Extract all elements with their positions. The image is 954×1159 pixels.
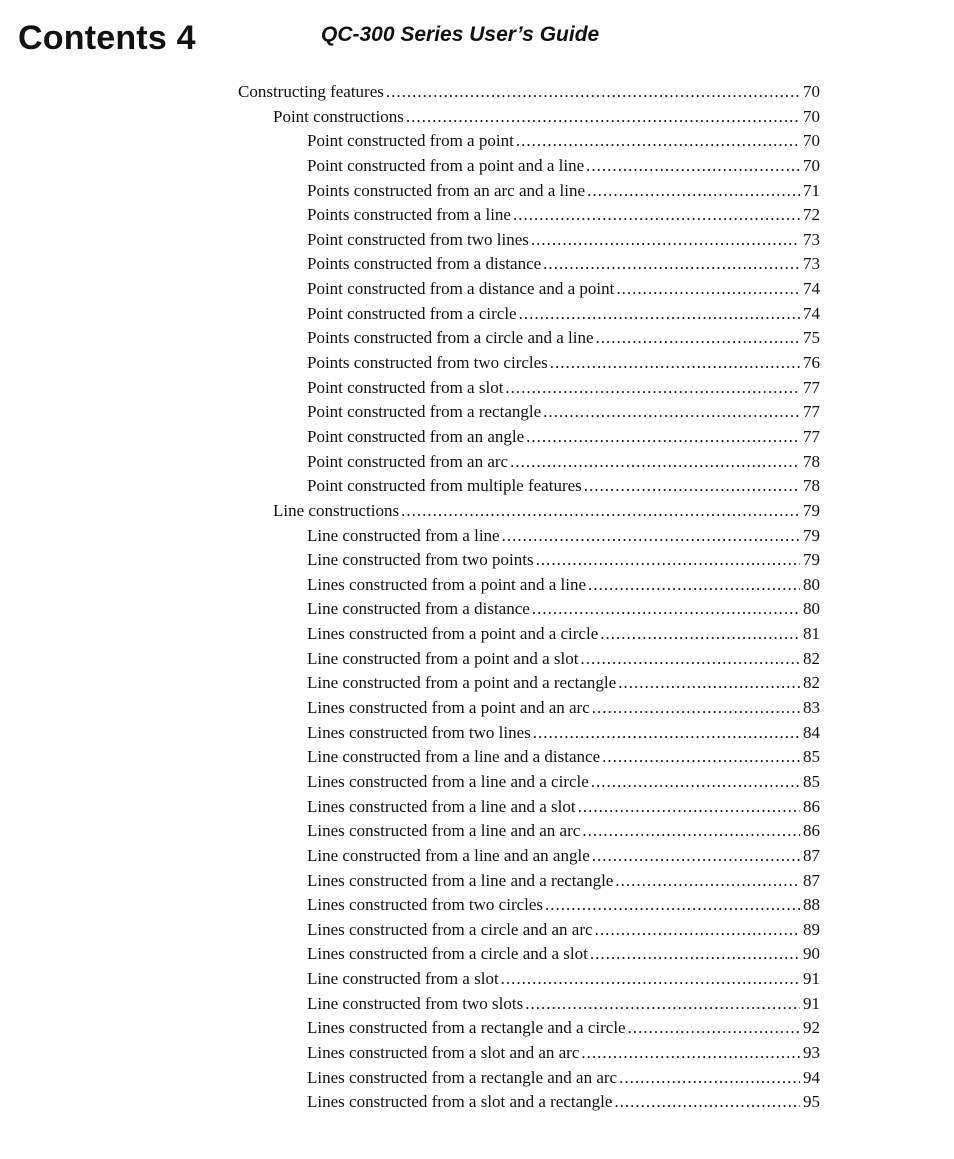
toc-dot-leader xyxy=(584,474,800,499)
toc-entry[interactable] xyxy=(238,425,820,450)
toc-entry-title: Point constructed from a slot xyxy=(307,377,504,397)
toc-dot-leader xyxy=(578,795,800,820)
toc-entry[interactable] xyxy=(238,770,820,795)
toc-dot-leader xyxy=(513,203,800,228)
toc-entry-page-number: 79 xyxy=(803,550,820,570)
toc-entry-page-number: 86 xyxy=(803,821,820,841)
toc-entry-page-number: 73 xyxy=(803,254,820,274)
toc-entry-title: Point constructed from multiple features xyxy=(307,476,582,496)
toc-entry[interactable] xyxy=(238,573,820,598)
toc-entry[interactable] xyxy=(238,745,820,770)
toc-entry[interactable] xyxy=(238,154,820,179)
toc-entry-title: Point constructions xyxy=(273,106,404,126)
page-section-heading: Contents 4 xyxy=(18,19,196,57)
toc-dot-leader xyxy=(580,647,800,672)
toc-entry-title: Points constructed from a distance xyxy=(307,254,542,274)
toc-entry-title: Lines constructed from a slot and a rectangle xyxy=(307,1092,613,1112)
toc-entry[interactable] xyxy=(238,179,820,204)
toc-entry[interactable] xyxy=(238,721,820,746)
toc-entry[interactable] xyxy=(238,1016,820,1041)
toc-entry-page-number: 93 xyxy=(803,1042,820,1062)
toc-dot-leader xyxy=(531,228,800,253)
toc-entry[interactable] xyxy=(238,129,820,154)
toc-entry-page-number: 95 xyxy=(803,1092,820,1112)
toc-entry[interactable] xyxy=(238,992,820,1017)
toc-entry-page-number: 82 xyxy=(803,673,820,693)
toc-entry-page-number: 91 xyxy=(803,969,820,989)
toc-entry-title: Line constructed from a line xyxy=(307,525,500,545)
toc-entry-title: Point constructed from a circle xyxy=(307,303,517,323)
toc-dot-leader xyxy=(519,302,800,327)
toc-entry-page-number: 94 xyxy=(803,1067,820,1087)
toc-dot-leader xyxy=(502,524,800,549)
toc-dot-leader xyxy=(592,844,800,869)
toc-dot-leader xyxy=(533,721,800,746)
toc-dot-leader xyxy=(545,893,800,918)
toc-entry-title: Point constructed from an angle xyxy=(307,426,525,446)
toc-entry-page-number: 77 xyxy=(803,426,820,446)
toc-entry[interactable] xyxy=(238,105,820,130)
toc-entry-page-number: 79 xyxy=(803,500,820,520)
toc-entry[interactable] xyxy=(238,1041,820,1066)
toc-entry[interactable] xyxy=(238,795,820,820)
toc-entry[interactable] xyxy=(238,647,820,672)
toc-entry-page-number: 91 xyxy=(803,993,820,1013)
toc-dot-leader xyxy=(401,499,800,524)
toc-entry-page-number: 80 xyxy=(803,574,820,594)
toc-entry-page-number: 87 xyxy=(803,870,820,890)
toc-dot-leader xyxy=(588,573,800,598)
toc-entry[interactable] xyxy=(238,622,820,647)
toc-entry-title: Line constructed from a line and a distance xyxy=(307,747,601,767)
toc-entry-page-number: 85 xyxy=(803,771,820,791)
toc-dot-leader xyxy=(628,1016,800,1041)
toc-entry[interactable] xyxy=(238,1090,820,1115)
toc-entry[interactable] xyxy=(238,499,820,524)
toc-entry-title: Line constructed from a line and an angle xyxy=(307,845,590,865)
toc-dot-leader xyxy=(543,400,800,425)
toc-entry-title: Lines constructed from a rectangle and a circle xyxy=(307,1018,626,1038)
guide-title: QC-300 Series User’s Guide xyxy=(321,23,600,46)
toc-entry-page-number: 74 xyxy=(803,303,820,323)
toc-entry[interactable] xyxy=(238,819,820,844)
toc-entry-page-number: 78 xyxy=(803,476,820,496)
toc-dot-leader xyxy=(406,105,800,130)
toc-entry[interactable] xyxy=(238,252,820,277)
toc-entry-title: Line constructed from a slot xyxy=(307,969,499,989)
toc-dot-leader xyxy=(586,154,800,179)
toc-dot-leader xyxy=(600,622,800,647)
toc-entry-title: Lines constructed from a point and a line xyxy=(307,574,586,594)
toc-dot-leader xyxy=(615,869,800,894)
toc-entry[interactable] xyxy=(238,696,820,721)
toc-entry-page-number: 73 xyxy=(803,229,820,249)
toc-dot-leader xyxy=(616,277,800,302)
toc-entry[interactable] xyxy=(238,597,820,622)
toc-entry-page-number: 81 xyxy=(803,624,820,644)
toc-entry-page-number: 85 xyxy=(803,747,820,767)
toc-entry-page-number: 72 xyxy=(803,205,820,225)
toc-entry-title: Point constructed from a rectangle xyxy=(307,402,542,422)
toc-entry[interactable] xyxy=(238,524,820,549)
toc-entry-title: Point constructed from a distance and a point xyxy=(307,279,615,299)
toc-entry-title: Points constructed from a circle and a line xyxy=(307,328,594,348)
toc-entry-page-number: 71 xyxy=(803,180,820,200)
toc-entry-title: Lines constructed from a line and an arc xyxy=(307,821,581,841)
toc-entry-title: Point constructed from two lines xyxy=(307,229,529,249)
toc-entry-page-number: 89 xyxy=(803,919,820,939)
toc-entry-title: Lines constructed from a rectangle and an arc xyxy=(307,1067,618,1087)
toc-entry[interactable] xyxy=(238,203,820,228)
toc-entry-title: Lines constructed from a circle and an arc xyxy=(307,919,593,939)
toc-entry-title: Lines constructed from a line and a circle xyxy=(307,771,589,791)
toc-entry-title: Points constructed from two circles xyxy=(307,353,548,373)
toc-entry-page-number: 86 xyxy=(803,796,820,816)
toc-entry[interactable] xyxy=(238,1066,820,1091)
toc-entry-page-number: 70 xyxy=(803,82,820,101)
toc-dot-leader xyxy=(510,450,800,475)
toc-dot-leader xyxy=(532,597,800,622)
toc-entry[interactable] xyxy=(238,671,820,696)
toc-dot-leader xyxy=(587,179,800,204)
toc-dot-leader xyxy=(526,425,800,450)
toc-dot-leader xyxy=(602,745,800,770)
toc-dot-leader xyxy=(590,942,800,967)
toc-entry[interactable] xyxy=(238,844,820,869)
toc-entry[interactable] xyxy=(238,80,820,105)
toc-entry-title: Lines constructed from a point and an arc xyxy=(307,698,590,718)
toc-dot-leader xyxy=(501,967,800,992)
toc-entry-title: Points constructed from an arc and a line xyxy=(307,180,586,200)
toc-entry[interactable] xyxy=(238,351,820,376)
toc-dot-leader xyxy=(543,252,800,277)
toc-entry[interactable] xyxy=(238,548,820,573)
toc-entry-title: Lines constructed from a slot and an arc xyxy=(307,1042,580,1062)
toc-entry-title: Point constructed from a point and a line xyxy=(307,155,585,175)
toc-dot-leader xyxy=(614,1090,800,1115)
toc-entry-page-number: 80 xyxy=(803,599,820,619)
toc-entry-title: Line constructed from two slots xyxy=(307,993,524,1013)
toc-entry[interactable] xyxy=(238,474,820,499)
toc-dot-leader xyxy=(505,376,800,401)
table-of-contents xyxy=(238,80,820,1115)
toc-entry-title: Points constructed from a line xyxy=(307,205,511,225)
toc-entry-title: Lines constructed from a circle and a slot xyxy=(307,944,588,964)
toc-dot-leader xyxy=(596,326,800,351)
toc-entry-page-number: 75 xyxy=(803,328,820,348)
toc-entry[interactable] xyxy=(238,277,820,302)
toc-entry[interactable] xyxy=(238,893,820,918)
toc-entry-page-number: 79 xyxy=(803,525,820,545)
toc-entry-title: Point constructed from a point xyxy=(307,131,514,151)
toc-dot-leader xyxy=(550,351,800,376)
toc-dot-leader xyxy=(525,992,800,1017)
toc-dot-leader xyxy=(619,1066,800,1091)
toc-entry-title: Line constructed from two points xyxy=(307,550,534,570)
toc-entry[interactable] xyxy=(238,450,820,475)
toc-entry-page-number: 88 xyxy=(803,895,820,915)
toc-entry-page-number: 76 xyxy=(803,353,820,373)
toc-dot-leader xyxy=(582,819,800,844)
toc-entry-page-number: 87 xyxy=(803,845,820,865)
toc-entry-title: Line constructions xyxy=(273,500,400,520)
toc-entry-page-number: 78 xyxy=(803,451,820,471)
toc-entry-page-number: 82 xyxy=(803,648,820,668)
toc-entry-title: Lines constructed from a point and a circle xyxy=(307,624,599,644)
toc-dot-leader xyxy=(595,918,800,943)
toc-entry-title: Lines constructed from two lines xyxy=(307,722,531,742)
toc-dot-leader xyxy=(618,671,800,696)
toc-entry-page-number: 92 xyxy=(803,1018,820,1038)
toc-entry[interactable] xyxy=(238,228,820,253)
toc-entry-page-number: 70 xyxy=(803,155,820,175)
toc-entry-title: Lines constructed from a line and a slot xyxy=(307,796,576,816)
toc-entry[interactable] xyxy=(238,326,820,351)
toc-dot-leader xyxy=(516,129,800,154)
toc-dot-leader xyxy=(536,548,800,573)
toc-dot-leader xyxy=(386,80,800,105)
toc-entry-title: Lines constructed from two circles xyxy=(307,895,544,915)
toc-entry[interactable] xyxy=(238,869,820,894)
toc-entry[interactable] xyxy=(238,942,820,967)
toc-entry-title: Line constructed from a point and a rectangle xyxy=(307,673,617,693)
toc-entry-page-number: 90 xyxy=(803,944,820,964)
toc-entry-title: Constructing features xyxy=(238,82,384,101)
toc-entry-title: Lines constructed from a line and a rectangle xyxy=(307,870,614,890)
toc-entry-page-number: 70 xyxy=(803,131,820,151)
toc-entry-title: Point constructed from an arc xyxy=(307,451,509,471)
toc-entry[interactable] xyxy=(238,400,820,425)
toc-dot-leader xyxy=(591,770,800,795)
toc-entry-page-number: 77 xyxy=(803,402,820,422)
toc-dot-leader xyxy=(592,696,800,721)
toc-entry[interactable] xyxy=(238,918,820,943)
toc-entry-title: Line constructed from a distance xyxy=(307,599,530,619)
toc-entry-page-number: 74 xyxy=(803,279,820,299)
toc-entry-title: Line constructed from a point and a slot xyxy=(307,648,579,668)
toc-entry[interactable] xyxy=(238,967,820,992)
toc-entry[interactable] xyxy=(238,376,820,401)
toc-dot-leader xyxy=(581,1041,800,1066)
toc-entry[interactable] xyxy=(238,302,820,327)
toc-entry-page-number: 70 xyxy=(803,106,820,126)
toc-entry-page-number: 84 xyxy=(803,722,820,742)
toc-entry-page-number: 83 xyxy=(803,698,820,718)
toc-entry-page-number: 77 xyxy=(803,377,820,397)
